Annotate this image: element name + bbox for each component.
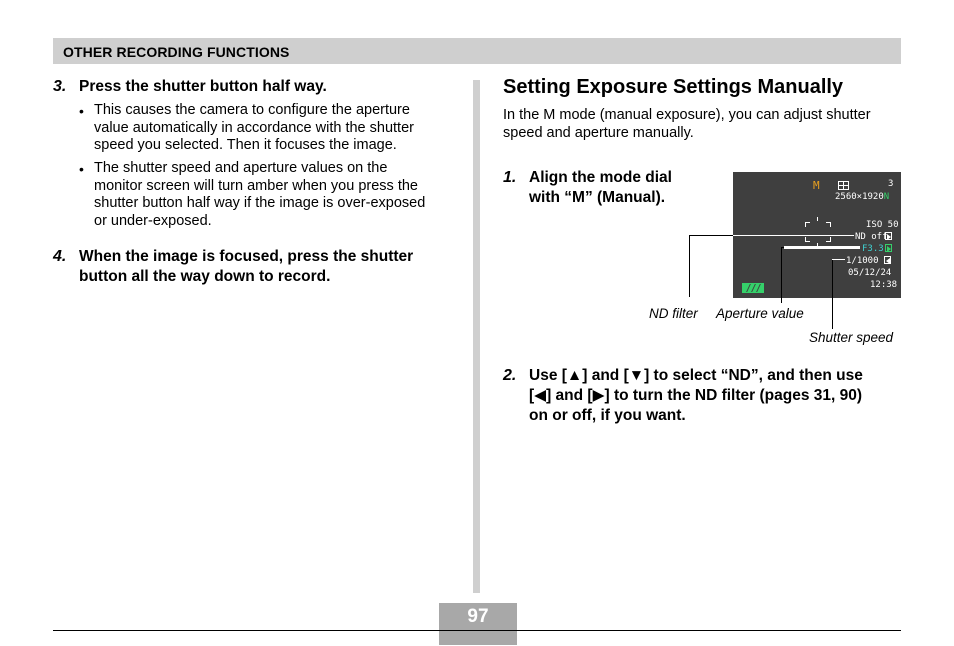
image-size-icon (838, 181, 849, 190)
aperture-caption: Aperture value (716, 306, 804, 321)
resolution-value: 2560×1920 (835, 192, 884, 202)
focus-frame (805, 222, 831, 242)
right-arrow-icon (885, 232, 892, 240)
step-1-number: 1. (503, 169, 517, 186)
intro-line-1: In the M mode (manual exposure), you can adjust shutter (503, 107, 871, 123)
step-4-number: 4. (53, 248, 67, 265)
bullet-2-line-3: shutter button half way if the image is over-exposed (94, 195, 426, 211)
right-arrow-icon (885, 244, 892, 252)
left-arrow-icon (884, 256, 891, 264)
page-number: 97 (467, 606, 489, 627)
step-1-line-2: with “M” (Manual). (529, 189, 666, 206)
bullet-1-line-2: value automatically in accordance with the shutter (94, 119, 414, 136)
bullet-2-line-4: or under-exposed. (94, 212, 212, 229)
nd-leader-inner (733, 235, 854, 236)
bullet-2 (94, 160, 425, 230)
resolution-readout (835, 192, 889, 202)
step-3-text: Press the shutter button half way. (79, 78, 327, 95)
step-2-text (529, 366, 863, 426)
mode-indicator: M (813, 179, 820, 192)
bullet-2-line-1: The shutter speed and aperture values on the (94, 160, 388, 176)
date-readout: 05/12/24 (848, 268, 892, 278)
page-number-box (439, 603, 517, 645)
bullet-1-line-1: This causes the camera to configure the aperture (94, 102, 410, 118)
shutter-leader-inner (832, 259, 845, 260)
iso-readout: ISO 50 (866, 220, 899, 230)
time-readout: 12:38 (870, 280, 898, 290)
step-4-line-1: When the image is focused, press the shutter (79, 248, 414, 265)
bullet-1 (94, 102, 414, 155)
bullet-dot: • (79, 161, 84, 177)
step-2-number: 2. (503, 367, 517, 384)
shutter-caption: Shutter speed (809, 330, 894, 345)
step-1-line-1: Align the mode dial (529, 169, 672, 186)
nd-leader-horizontal (689, 235, 733, 236)
footer-rule (53, 630, 901, 631)
nd-filter-caption: ND filter (649, 306, 698, 321)
step-2-line-1: Use [▲] and [▼] to select “ND”, and then use (529, 367, 863, 384)
shutter-leader-vertical (832, 259, 833, 329)
section-header: OTHER RECORDING FUNCTIONS (63, 44, 290, 60)
step-2-line-3: on or off, if you want. (529, 407, 686, 424)
column-divider (473, 80, 480, 593)
section-title: Setting Exposure Settings Manually (503, 76, 844, 98)
intro-line-2: speed and aperture manually. (503, 125, 694, 141)
step-2-line-2: [◀] and [▶] to turn the ND filter (pages 31, 90) (529, 387, 863, 404)
step-4-line-2: button all the way down to record. (79, 268, 331, 285)
aperture-leader-vertical (781, 247, 782, 303)
shutter-speed-readout: 1/1000 (846, 256, 879, 266)
header-bar (53, 38, 901, 64)
aperture-leader-inner (784, 246, 860, 249)
bullet-1-line-3: speed you selected. Then it focuses the image. (94, 137, 397, 153)
intro-paragraph (503, 106, 903, 142)
step-4-text (79, 247, 413, 287)
quality-indicator: N (883, 192, 890, 202)
step-1-text (529, 168, 672, 208)
nd-filter-readout: ND off (855, 232, 888, 242)
bullet-dot: • (79, 103, 84, 119)
step-3-number: 3. (53, 78, 67, 95)
battery-icon (742, 283, 764, 293)
nd-leader-vertical (689, 235, 690, 297)
bullet-2-line-2: monitor screen will turn amber when you press the (94, 177, 418, 194)
shots-remaining: 3 (888, 179, 894, 189)
aperture-readout: F3.3 (862, 244, 884, 254)
